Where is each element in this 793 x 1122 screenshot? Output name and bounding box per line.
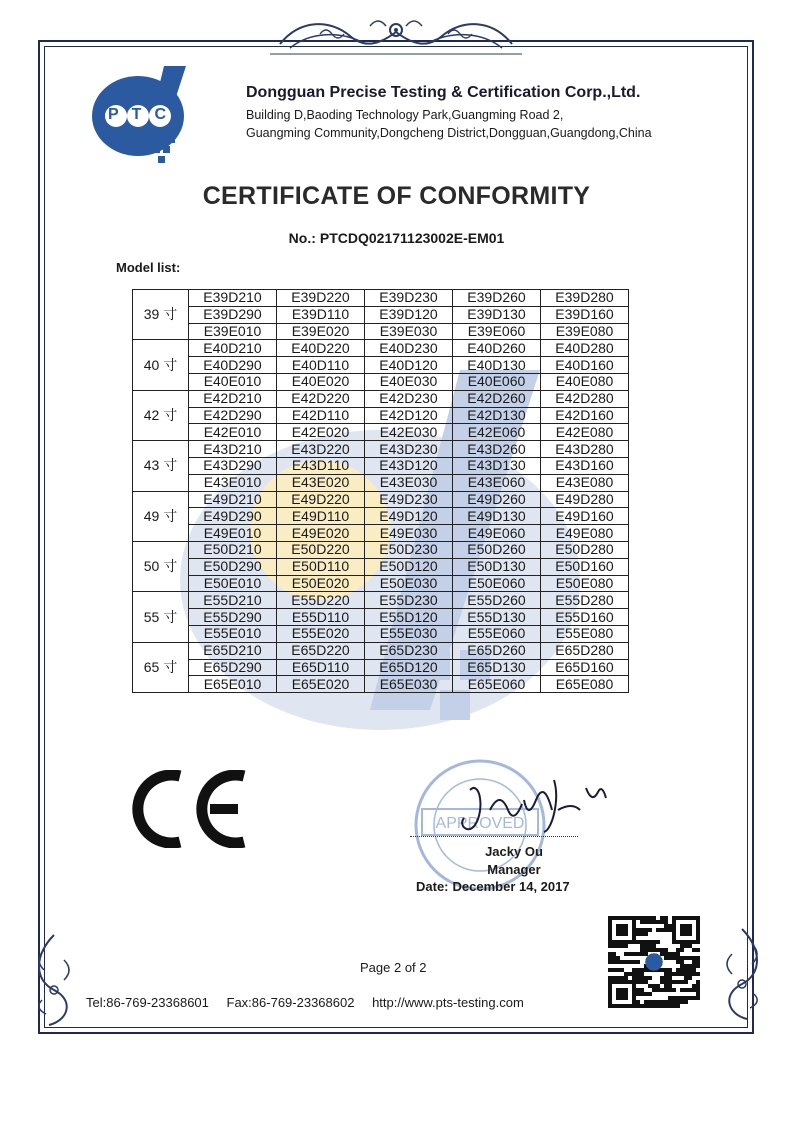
model-cell: E50D260 (453, 541, 541, 558)
page-number: Page 2 of 2 (360, 960, 427, 975)
company-name: Dongguan Precise Testing & Certification Corp.,Ltd. (246, 84, 641, 101)
model-cell: E49D260 (453, 491, 541, 508)
model-cell: E39D220 (277, 290, 365, 307)
model-cell: E65D280 (541, 642, 629, 659)
model-cell: E42D220 (277, 390, 365, 407)
model-cell: E42E060 (453, 424, 541, 441)
model-cell: E49E020 (277, 525, 365, 542)
model-cell: E40D120 (365, 357, 453, 374)
model-cell: E43D260 (453, 441, 541, 458)
model-cell: E43D160 (541, 457, 629, 474)
contact-fax: Fax:86-769-23368602 (226, 995, 355, 1010)
model-cell: E42D280 (541, 390, 629, 407)
model-cell: E49E080 (541, 525, 629, 542)
top-ornament-icon (270, 14, 522, 60)
model-cell: E49D130 (453, 508, 541, 525)
model-cell: E42D110 (277, 407, 365, 424)
model-cell: E50E010 (189, 575, 277, 592)
model-cell: E42D160 (541, 407, 629, 424)
model-cell: E50D230 (365, 541, 453, 558)
contact-url[interactable]: http://www.pts-testing.com (372, 995, 524, 1010)
model-cell: E49D210 (189, 491, 277, 508)
bottom-left-ornament-icon (24, 930, 84, 1030)
ce-mark-icon (126, 770, 250, 848)
model-cell: E55D130 (453, 609, 541, 626)
screen-size-cell: 39 寸 (133, 290, 189, 340)
model-cell: E40D290 (189, 357, 277, 374)
model-cell: E43D230 (365, 441, 453, 458)
model-cell: E55D110 (277, 609, 365, 626)
model-cell: E43E030 (365, 474, 453, 491)
stamp-text: APPROVED (435, 815, 525, 832)
model-table-row (133, 558, 629, 575)
model-cell: E65E080 (541, 676, 629, 693)
screen-size-cell: 40 寸 (133, 340, 189, 390)
model-table-row (133, 541, 629, 558)
model-cell: E40D160 (541, 357, 629, 374)
model-cell: E49D280 (541, 491, 629, 508)
screen-size-cell: 49 寸 (133, 491, 189, 541)
model-cell: E49D160 (541, 508, 629, 525)
model-cell: E40E060 (453, 373, 541, 390)
model-cell: E42D120 (365, 407, 453, 424)
model-cell: E50D160 (541, 558, 629, 575)
signer-name: Jacky Ou (485, 844, 543, 859)
model-cell: E65E030 (365, 676, 453, 693)
bottom-right-ornament-icon (712, 924, 772, 1024)
model-cell: E39D280 (541, 290, 629, 307)
model-cell: E42D210 (189, 390, 277, 407)
model-cell: E43D120 (365, 457, 453, 474)
model-cell: E55E030 (365, 625, 453, 642)
model-table-row (133, 525, 629, 542)
model-cell: E55D120 (365, 609, 453, 626)
model-cell: E43E080 (541, 474, 629, 491)
model-table-row (133, 508, 629, 525)
model-table-row (133, 676, 629, 693)
screen-size-cell: 65 寸 (133, 642, 189, 692)
model-cell: E40D220 (277, 340, 365, 357)
model-cell: E43D290 (189, 457, 277, 474)
model-cell: E39E060 (453, 323, 541, 340)
model-cell: E43D110 (277, 457, 365, 474)
model-cell: E40D110 (277, 357, 365, 374)
model-cell: E55E080 (541, 625, 629, 642)
model-cell: E49E010 (189, 525, 277, 542)
model-cell: E42E010 (189, 424, 277, 441)
certificate-number-label: No.: (288, 230, 316, 246)
model-cell: E40D130 (453, 357, 541, 374)
model-cell: E42D230 (365, 390, 453, 407)
contact-line (86, 995, 538, 1010)
model-cell: E65D220 (277, 642, 365, 659)
model-cell: E40D210 (189, 340, 277, 357)
model-cell: E55E010 (189, 625, 277, 642)
model-cell: E50D130 (453, 558, 541, 575)
model-cell: E55D220 (277, 592, 365, 609)
model-table-row (133, 642, 629, 659)
date-value: December 14, 2017 (452, 879, 570, 894)
model-cell: E65D260 (453, 642, 541, 659)
model-cell: E39D290 (189, 306, 277, 323)
model-cell: E55D230 (365, 592, 453, 609)
model-cell: E40D230 (365, 340, 453, 357)
model-cell: E50D110 (277, 558, 365, 575)
model-cell: E49E060 (453, 525, 541, 542)
model-cell: E49D220 (277, 491, 365, 508)
model-cell: E50E060 (453, 575, 541, 592)
screen-size-cell: 43 寸 (133, 441, 189, 491)
model-cell: E40E030 (365, 373, 453, 390)
model-table-row (133, 373, 629, 390)
model-cell: E40E020 (277, 373, 365, 390)
model-cell: E65D210 (189, 642, 277, 659)
model-cell: E55D260 (453, 592, 541, 609)
model-cell: E43D280 (541, 441, 629, 458)
model-table-row (133, 323, 629, 340)
certificate-title: CERTIFICATE OF CONFORMITY (202, 182, 591, 210)
date-label: Date: (416, 879, 449, 894)
model-cell: E39E020 (277, 323, 365, 340)
model-table-row (133, 424, 629, 441)
model-cell: E50D280 (541, 541, 629, 558)
signature-line (410, 836, 578, 837)
model-cell: E49D290 (189, 508, 277, 525)
model-cell: E42E080 (541, 424, 629, 441)
model-table-row (133, 609, 629, 626)
model-table-row (133, 592, 629, 609)
model-cell: E50D210 (189, 541, 277, 558)
model-cell: E43D210 (189, 441, 277, 458)
model-cell: E43D130 (453, 457, 541, 474)
certificate-number (0, 230, 793, 246)
model-cell: E39E010 (189, 323, 277, 340)
model-cell: E55E060 (453, 625, 541, 642)
model-cell: E49D230 (365, 491, 453, 508)
model-table-row (133, 457, 629, 474)
model-cell: E42E030 (365, 424, 453, 441)
model-cell: E65D290 (189, 659, 277, 676)
model-cell: E43E060 (453, 474, 541, 491)
model-cell: E65D160 (541, 659, 629, 676)
model-cell: E65E060 (453, 676, 541, 693)
model-cell: E50E030 (365, 575, 453, 592)
model-cell: E39D230 (365, 290, 453, 307)
model-cell: E39D110 (277, 306, 365, 323)
model-cell: E65E010 (189, 676, 277, 693)
model-cell: E42D260 (453, 390, 541, 407)
model-cell: E40E080 (541, 373, 629, 390)
model-cell: E55D210 (189, 592, 277, 609)
model-cell: E39E030 (365, 323, 453, 340)
model-cell: E55D160 (541, 609, 629, 626)
logo-text: PTC (108, 106, 179, 123)
model-cell: E55D290 (189, 609, 277, 626)
model-cell: E50E080 (541, 575, 629, 592)
model-table-row (133, 390, 629, 407)
model-list-label: Model list: (116, 260, 181, 275)
model-cell: E39E080 (541, 323, 629, 340)
model-cell: E43D220 (277, 441, 365, 458)
model-cell: E65D120 (365, 659, 453, 676)
model-table-row (133, 474, 629, 491)
model-cell: E43E020 (277, 474, 365, 491)
model-cell: E55E020 (277, 625, 365, 642)
contact-tel: Tel:86-769-23368601 (86, 995, 209, 1010)
model-table-row (133, 306, 629, 323)
qr-code-icon (608, 916, 700, 1008)
model-cell: E42E020 (277, 424, 365, 441)
screen-size-cell: 42 寸 (133, 390, 189, 440)
model-cell: E42D130 (453, 407, 541, 424)
model-cell: E55D280 (541, 592, 629, 609)
model-cell: E50D290 (189, 558, 277, 575)
model-cell: E39D120 (365, 306, 453, 323)
model-table-row (133, 290, 629, 307)
model-cell: E40E010 (189, 373, 277, 390)
model-cell: E40D280 (541, 340, 629, 357)
company-address-line2: Guangming Community,Dongcheng District,Dongguan,Guangdong,China (246, 126, 652, 140)
signer-title: Manager (487, 862, 541, 877)
model-cell: E49D110 (277, 508, 365, 525)
model-cell: E39D130 (453, 306, 541, 323)
model-cell: E43E010 (189, 474, 277, 491)
model-cell: E65D130 (453, 659, 541, 676)
model-cell: E42D290 (189, 407, 277, 424)
screen-size-cell: 55 寸 (133, 592, 189, 642)
model-cell: E40D260 (453, 340, 541, 357)
model-table-row (133, 575, 629, 592)
model-table-row (133, 491, 629, 508)
model-table-row (133, 340, 629, 357)
signature-date (416, 879, 570, 894)
model-table-row (133, 357, 629, 374)
signature-icon (440, 770, 620, 842)
model-table-row (133, 659, 629, 676)
model-cell: E50D120 (365, 558, 453, 575)
model-cell: E39D260 (453, 290, 541, 307)
model-cell: E49E030 (365, 525, 453, 542)
model-cell: E65D110 (277, 659, 365, 676)
model-cell: E49D120 (365, 508, 453, 525)
model-cell: E50D220 (277, 541, 365, 558)
screen-size-cell: 50 寸 (133, 541, 189, 591)
certificate-number-value: PTCDQ02171123002E-EM01 (319, 230, 505, 246)
model-cell: E65E020 (277, 676, 365, 693)
model-cell: E65D230 (365, 642, 453, 659)
company-address-line1: Building D,Baoding Technology Park,Guangming Road 2, (246, 108, 564, 122)
model-cell: E50E020 (277, 575, 365, 592)
model-cell: E39D210 (189, 290, 277, 307)
model-table-row (133, 625, 629, 642)
model-table-row (133, 407, 629, 424)
model-table (132, 289, 629, 693)
model-cell: E39D160 (541, 306, 629, 323)
model-table-row (133, 441, 629, 458)
